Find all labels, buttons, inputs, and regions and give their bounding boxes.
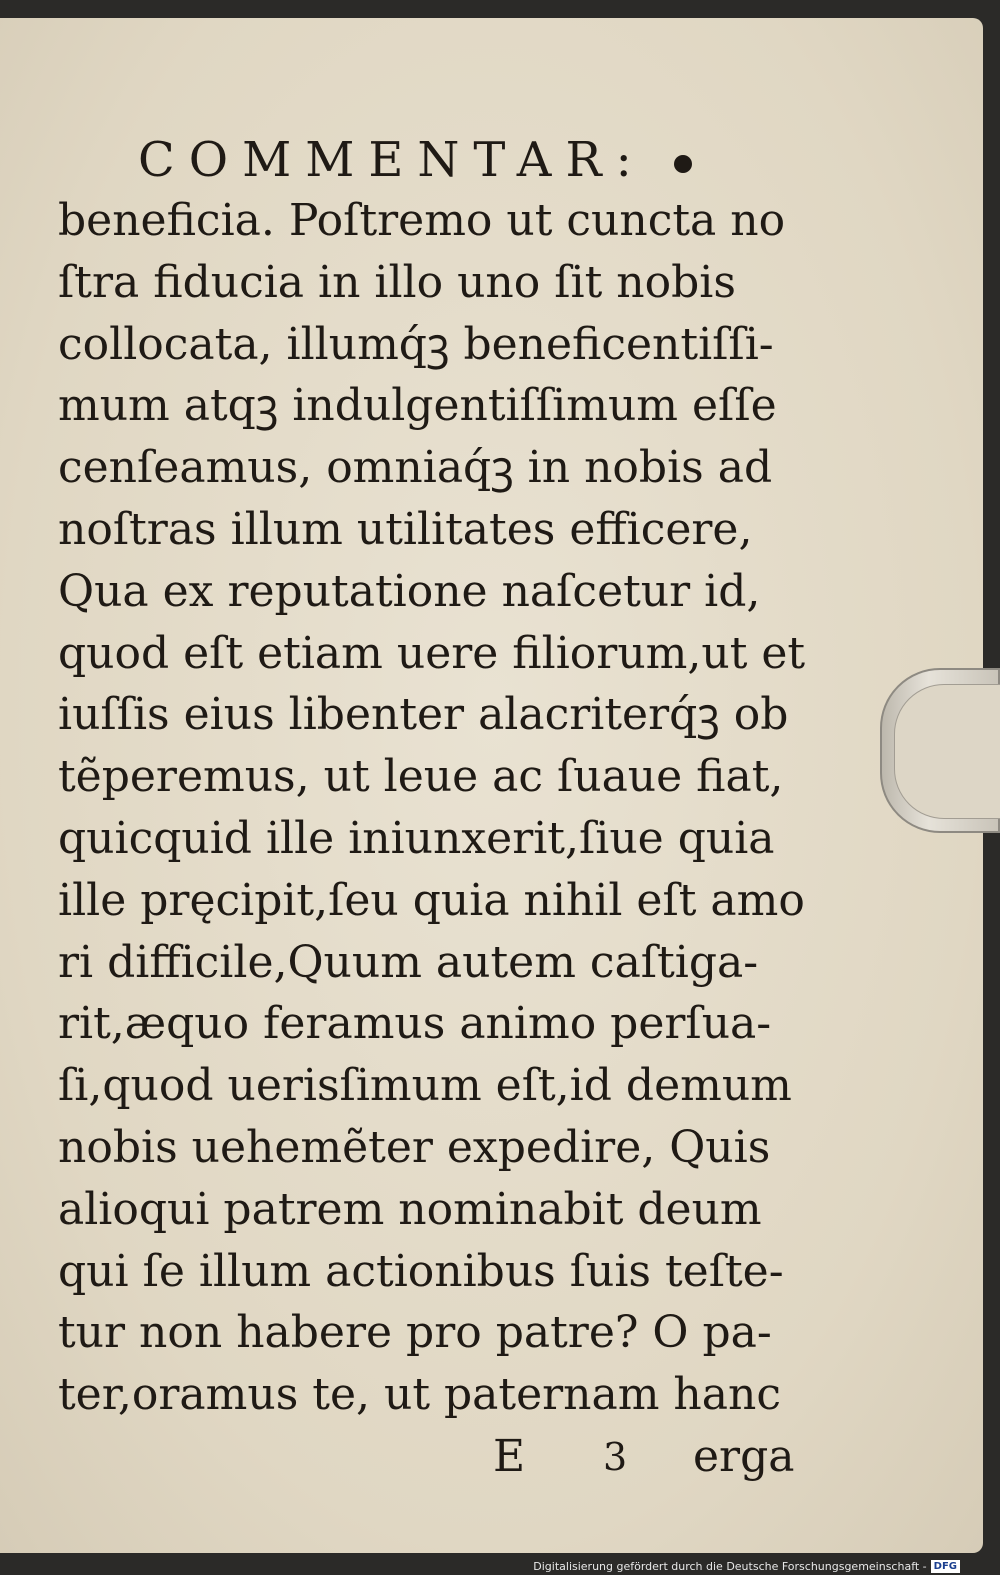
book-page bbox=[0, 18, 983, 1553]
text-line: ille pręcipit,ſeu quia nihil eſt amo bbox=[58, 874, 805, 926]
signature-mark: E bbox=[493, 1430, 526, 1482]
text-line: tur non habere pro patre? O pa- bbox=[58, 1307, 772, 1359]
text-line: ſtra fiducia in illo uno ſit nobis bbox=[58, 256, 736, 308]
credit-text: Digitalisierung gefördert durch die Deutsche Forschungsgemeinschaft - bbox=[533, 1560, 927, 1573]
text-line: collocata, illumq́ꝫ beneficentiſſi- bbox=[58, 318, 774, 370]
text-line: tẽperemus, ut leue ac ſuaue fiat, bbox=[58, 751, 784, 803]
text-line: qui ſe illum actionibus ſuis teſte- bbox=[58, 1245, 784, 1297]
dfg-logo-icon: DFG bbox=[931, 1560, 960, 1573]
text-line: noſtras illum utilitates efficere, bbox=[58, 503, 753, 555]
text-line: Qua ex reputatione naſcetur id, bbox=[58, 565, 761, 617]
signature-number: 3 bbox=[603, 1434, 628, 1479]
text-line: quod eſt etiam uere filiorum,ut et bbox=[58, 627, 806, 679]
clasp-inner bbox=[894, 684, 1000, 819]
text-line: quicquid ille iniunxerit,ſiue quia bbox=[58, 812, 775, 864]
text-line: mum atqꝫ indulgentiſſimum eſſe bbox=[58, 380, 777, 432]
page-footer bbox=[58, 1426, 808, 1488]
header-title: COMMENTAR: bbox=[138, 132, 646, 188]
text-block bbox=[58, 130, 808, 1488]
book-clasp bbox=[880, 668, 1000, 833]
digitization-credit bbox=[533, 1560, 960, 1573]
running-header bbox=[138, 130, 808, 190]
text-line: nobis uehemẽter expedire, Quis bbox=[58, 1121, 771, 1173]
text-line: ter,oramus te, ut paternam hanc bbox=[58, 1369, 781, 1421]
text-line: alioqui patrem nominabit deum bbox=[58, 1183, 762, 1235]
text-line: ſi,quod uerisſimum eſt,id demum bbox=[58, 1060, 792, 1112]
catchword: erga bbox=[693, 1430, 795, 1482]
text-line: iuſſis eius libenter alacriterq́ꝫ ob bbox=[58, 689, 789, 741]
text-line: beneficia. Poſtremo ut cuncta no bbox=[58, 195, 786, 246]
text-line: cenſeamus, omniaq́ꝫ in nobis ad bbox=[58, 442, 773, 494]
header-ornament-dot bbox=[674, 155, 692, 173]
text-line: ri difficile,Quum autem caſtiga- bbox=[58, 936, 759, 988]
text-line: rit,æquo feramus animo perſua- bbox=[58, 998, 772, 1050]
